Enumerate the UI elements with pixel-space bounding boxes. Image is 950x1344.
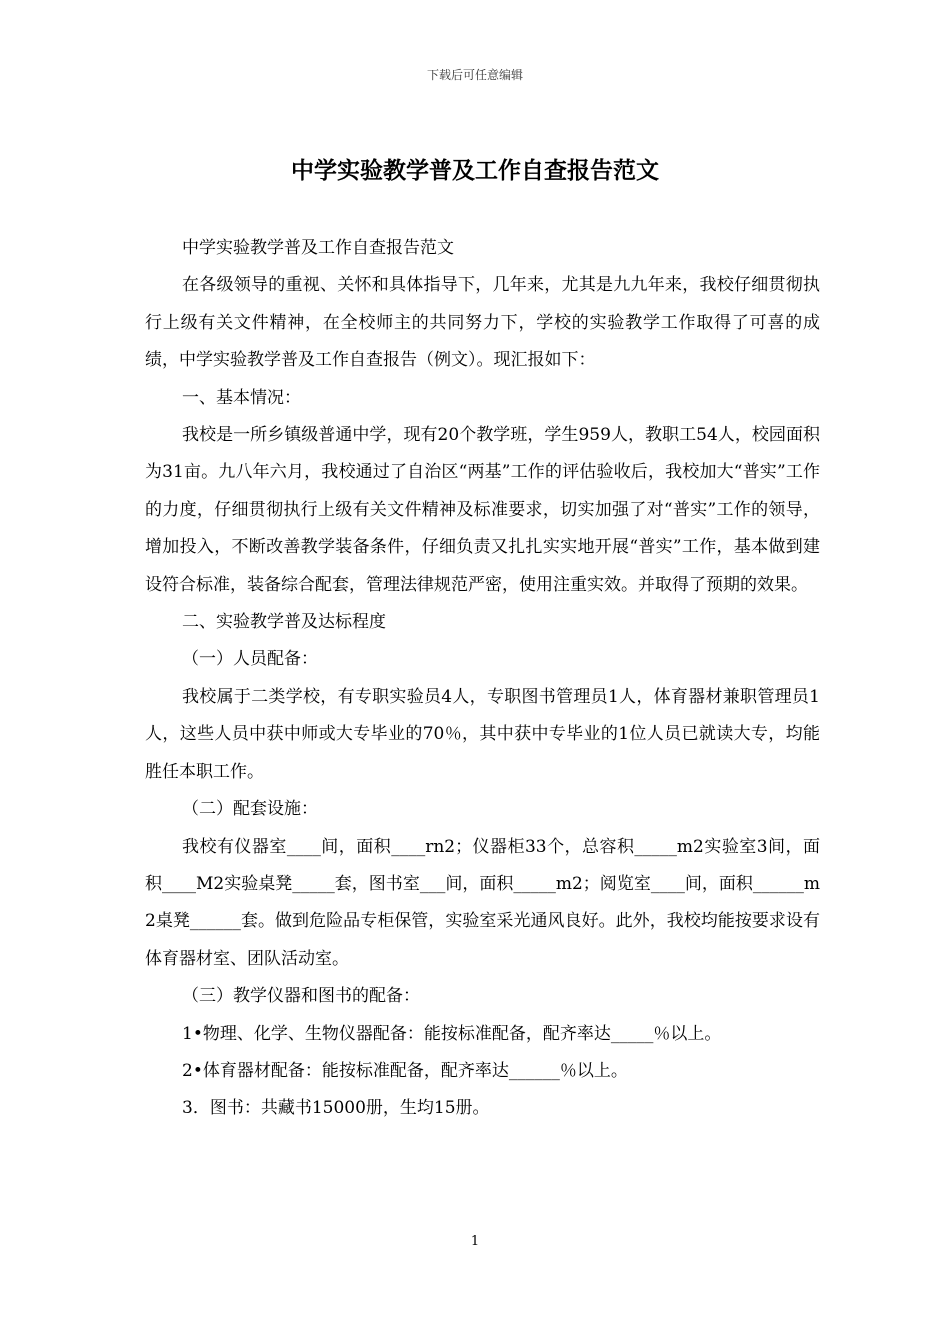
section-heading-basic-situation: 一、基本情况： <box>182 387 301 408</box>
page-number: 1 <box>470 1234 480 1249</box>
document-body <box>145 230 820 1128</box>
list-item-science-equipment: 1•物理、化学、生物仪器配备：能按标准配备，配齐率达_____％以上。 <box>182 1023 722 1044</box>
subsection-heading-equipment-books: （三）教学仪器和图书的配备： <box>182 986 420 1007</box>
paragraph-staffing: 我校属于二类学校，有专职实验员4人，专职图书管理员1人，体育器材兼职管理员1人，这些人员中获中师或大专毕业的70％，其中获中专毕业的1位人员已就读大专，均能胜任本职工作。 <box>145 686 820 782</box>
paragraph-facilities: 我校有仪器室____间，面积____rn2；仪器柜33个，总容积_____m2实验室3间，面积____M2实验桌凳_____套，图书室___间，面积_____m2；阅览室____间，面积______m2桌凳______套。做到危险品专柜保管，实验室采光通风良好。此外，我校均能按要求设有体育器材室、团队活动室。 <box>145 836 820 969</box>
paragraph-intro: 在各级领导的重视、关怀和具体指导下，几年来，尤其是九九年来，我校仔细贯彻执行上级有关文件精神，在全校师主的共同努力下，学校的实验教学工作取得了可喜的成绩，中学实验教学普及工作自查报告（例文）。现汇报如下： <box>145 275 820 371</box>
paragraph-subtitle: 中学实验教学普及工作自查报告范文 <box>182 238 454 258</box>
paragraph-basic-situation: 我校是一所乡镇级普通中学，现有20个教学班，学生959人，教职工54人，校园面积为31亩。九八年六月，我校通过了自治区“两基”工作的评估验收后，我校加大“普实”工作的力度，仔细贯彻执行上级有关文件精神及标准要求，切实加强了对“普实”工作的领导，增加投入，不断改善教学装备条件，仔细负责又扎扎实实地开展“普实”工作，基本做到建设符合标准，装备综合配套，管理法律规范严密，使用注重实效。并取得了预期的效果。 <box>145 425 820 595</box>
document-title: 中学实验教学普及工作自查报告范文 <box>291 158 659 184</box>
list-item-books: 3．图书：共藏书15000册，生均15册。 <box>182 1098 490 1119</box>
list-item-sports-equipment: 2•体育器材配备：能按标准配备，配齐率达______％以上。 <box>182 1060 628 1081</box>
section-heading-standards: 二、实验教学普及达标程度 <box>182 612 386 633</box>
subsection-heading-facilities: （二）配套设施： <box>182 799 318 820</box>
subsection-heading-staffing: （一）人员配备： <box>182 649 318 670</box>
page-header-note: 下载后可任意编辑 <box>426 68 523 82</box>
